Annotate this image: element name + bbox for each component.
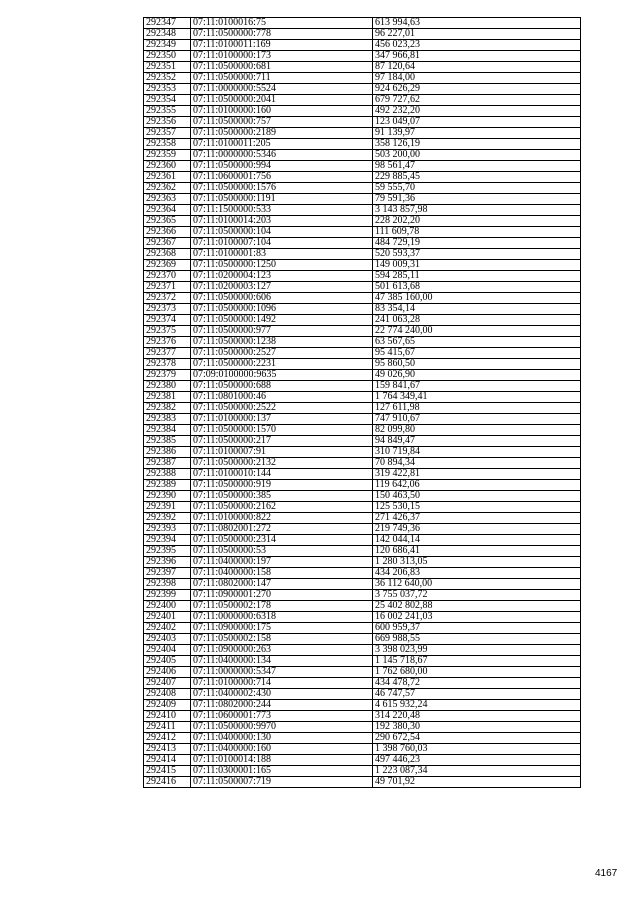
table-row [144,304,581,315]
table-row [144,73,581,84]
row-number-cell: 292413 [144,744,191,755]
value-cell: 501 613,68 [373,282,581,293]
cadastral-number-cell: 07:11:0100000:137 [191,414,373,425]
cadastral-number-cell: 07:11:0500000:1570 [191,425,373,436]
value-cell: 150 463,50 [373,491,581,502]
value-cell: 3 143 857,98 [373,205,581,216]
table-row [144,612,581,623]
row-number-cell: 292390 [144,491,191,502]
cadastral-number-cell: 07:11:0100001:83 [191,249,373,260]
cadastral-number-cell: 07:11:0400000:160 [191,744,373,755]
table-row [144,579,581,590]
row-number-cell: 292355 [144,106,191,117]
table-row [144,84,581,95]
value-cell: 119 642,06 [373,480,581,491]
cadastral-number-cell: 07:11:0100014:203 [191,216,373,227]
cadastral-number-cell: 07:11:0500000:53 [191,546,373,557]
table-row [144,238,581,249]
cadastral-number-cell: 07:11:0200003:127 [191,282,373,293]
row-number-cell: 292393 [144,524,191,535]
table-row [144,557,581,568]
value-cell: 79 591,36 [373,194,581,205]
table-row [144,260,581,271]
cadastral-number-cell: 07:11:0500000:778 [191,29,373,40]
table-row [144,62,581,73]
cadastral-number-cell: 07:11:0500000:1576 [191,183,373,194]
value-cell: 159 841,67 [373,381,581,392]
row-number-cell: 292367 [144,238,191,249]
table-row [144,106,581,117]
cadastral-number-cell: 07:11:0500007:719 [191,777,373,788]
cadastral-number-cell: 07:11:0500000:2527 [191,348,373,359]
table-row [144,183,581,194]
value-cell: 310 719,84 [373,447,581,458]
value-cell: 3 755 037,72 [373,590,581,601]
value-cell: 87 120,64 [373,62,581,73]
value-cell: 95 860,50 [373,359,581,370]
value-cell: 149 009,31 [373,260,581,271]
row-number-cell: 292369 [144,260,191,271]
cadastral-number-cell: 07:11:0500000:2314 [191,535,373,546]
table-row [144,634,581,645]
row-number-cell: 292375 [144,326,191,337]
table-row [144,425,581,436]
row-number-cell: 292387 [144,458,191,469]
value-cell: 98 561,47 [373,161,581,172]
table-row [144,623,581,634]
table-row [144,381,581,392]
row-number-cell: 292350 [144,51,191,62]
table-row [144,535,581,546]
table-row [144,502,581,513]
row-number-cell: 292370 [144,271,191,282]
row-number-cell: 292402 [144,623,191,634]
row-number-cell: 292395 [144,546,191,557]
row-number-cell: 292382 [144,403,191,414]
table-row [144,744,581,755]
cadastral-number-cell: 07:11:0500000:2132 [191,458,373,469]
value-cell: 669 988,55 [373,634,581,645]
row-number-cell: 292381 [144,392,191,403]
row-number-cell: 292389 [144,480,191,491]
value-cell: 22 774 240,00 [373,326,581,337]
row-number-cell: 292414 [144,755,191,766]
value-cell: 111 609,78 [373,227,581,238]
table-row [144,315,581,326]
cadastral-number-cell: 07:11:0500000:9970 [191,722,373,733]
value-cell: 82 099,80 [373,425,581,436]
value-cell: 95 415,67 [373,348,581,359]
value-cell: 747 910,67 [373,414,581,425]
value-cell: 358 126,19 [373,139,581,150]
data-table-body [144,18,581,788]
cadastral-number-cell: 07:11:0000000:5524 [191,84,373,95]
table-row [144,711,581,722]
cadastral-number-cell: 07:11:0000000:5347 [191,667,373,678]
row-number-cell: 292368 [144,249,191,260]
table-row [144,480,581,491]
value-cell: 314 220,48 [373,711,581,722]
cadastral-number-cell: 07:11:0100007:91 [191,447,373,458]
value-cell: 484 729,19 [373,238,581,249]
cadastral-number-cell: 07:11:0100010:144 [191,469,373,480]
row-number-cell: 292394 [144,535,191,546]
cadastral-number-cell: 07:11:0500000:711 [191,73,373,84]
cadastral-number-cell: 07:11:0500000:681 [191,62,373,73]
value-cell: 1 762 680,00 [373,667,581,678]
table-row [144,722,581,733]
table-row [144,491,581,502]
table-row [144,337,581,348]
table-row [144,227,581,238]
cadastral-number-cell: 07:11:0500000:104 [191,227,373,238]
cadastral-number-cell: 07:11:0900000:175 [191,623,373,634]
table-row [144,469,581,480]
row-number-cell: 292403 [144,634,191,645]
data-table [143,17,581,788]
value-cell: 59 555,70 [373,183,581,194]
table-row [144,546,581,557]
cadastral-number-cell: 07:11:0500000:606 [191,293,373,304]
table-row [144,29,581,40]
value-cell: 49 026,90 [373,370,581,381]
value-cell: 96 227,01 [373,29,581,40]
value-cell: 503 200,00 [373,150,581,161]
table-row [144,568,581,579]
value-cell: 456 023,23 [373,40,581,51]
cadastral-number-cell: 07:11:0500002:178 [191,601,373,612]
value-cell: 3 398 023,99 [373,645,581,656]
value-cell: 127 611,98 [373,403,581,414]
table-row [144,293,581,304]
table-row [144,700,581,711]
row-number-cell: 292416 [144,777,191,788]
value-cell: 123 049,07 [373,117,581,128]
table-row [144,447,581,458]
cadastral-number-cell: 07:11:0500000:2189 [191,128,373,139]
row-number-cell: 292357 [144,128,191,139]
table-row [144,458,581,469]
cadastral-number-cell: 07:11:0500000:2162 [191,502,373,513]
row-number-cell: 292362 [144,183,191,194]
cadastral-number-cell: 07:11:0200004:123 [191,271,373,282]
row-number-cell: 292348 [144,29,191,40]
table-row [144,40,581,51]
cadastral-number-cell: 07:11:0100000:714 [191,678,373,689]
table-row [144,667,581,678]
table-row [144,678,581,689]
cadastral-number-cell: 07:11:0500000:1250 [191,260,373,271]
table-row [144,733,581,744]
value-cell: 47 385 160,00 [373,293,581,304]
row-number-cell: 292380 [144,381,191,392]
row-number-cell: 292351 [144,62,191,73]
row-number-cell: 292396 [144,557,191,568]
row-number-cell: 292364 [144,205,191,216]
value-cell: 91 139,97 [373,128,581,139]
table-row [144,689,581,700]
cadastral-number-cell: 07:11:0100011:169 [191,40,373,51]
table-row [144,777,581,788]
cadastral-number-cell: 07:11:0500000:2522 [191,403,373,414]
value-cell: 1 223 087,34 [373,766,581,777]
cadastral-number-cell: 07:11:0500000:217 [191,436,373,447]
cadastral-number-cell: 07:11:0500000:757 [191,117,373,128]
table-row [144,161,581,172]
value-cell: 229 885,45 [373,172,581,183]
value-cell: 46 747,57 [373,689,581,700]
value-cell: 120 686,41 [373,546,581,557]
cadastral-number-cell: 07:11:0100016:75 [191,18,373,29]
table-row [144,117,581,128]
row-number-cell: 292388 [144,469,191,480]
row-number-cell: 292384 [144,425,191,436]
cadastral-number-cell: 07:11:0000000:5346 [191,150,373,161]
row-number-cell: 292352 [144,73,191,84]
value-cell: 97 184,00 [373,73,581,84]
row-number-cell: 292400 [144,601,191,612]
table-row [144,128,581,139]
row-number-cell: 292411 [144,722,191,733]
cadastral-number-cell: 07:11:0600001:773 [191,711,373,722]
value-cell: 1 280 313,05 [373,557,581,568]
table-row [144,18,581,29]
row-number-cell: 292360 [144,161,191,172]
page-number: 4167 [595,868,618,879]
cadastral-number-cell: 07:11:0100000:160 [191,106,373,117]
cadastral-number-cell: 07:11:0100014:188 [191,755,373,766]
value-cell: 319 422,81 [373,469,581,480]
row-number-cell: 292409 [144,700,191,711]
row-number-cell: 292391 [144,502,191,513]
row-number-cell: 292392 [144,513,191,524]
table-row [144,95,581,106]
cadastral-number-cell: 07:11:0100000:822 [191,513,373,524]
value-cell: 497 446,23 [373,755,581,766]
cadastral-number-cell: 07:11:0500000:2231 [191,359,373,370]
value-cell: 492 232,20 [373,106,581,117]
cadastral-number-cell: 07:11:0500000:688 [191,381,373,392]
cadastral-number-cell: 07:11:0500000:1096 [191,304,373,315]
value-cell: 49 701,92 [373,777,581,788]
value-cell: 613 994,63 [373,18,581,29]
table-row [144,216,581,227]
cadastral-number-cell: 07:09:0100000:9635 [191,370,373,381]
cadastral-number-cell: 07:11:0100011:205 [191,139,373,150]
value-cell: 192 380,30 [373,722,581,733]
table-row [144,524,581,535]
row-number-cell: 292353 [144,84,191,95]
table-row [144,359,581,370]
value-cell: 36 112 640,00 [373,579,581,590]
cadastral-number-cell: 07:11:0400000:158 [191,568,373,579]
value-cell: 25 402 802,88 [373,601,581,612]
row-number-cell: 292374 [144,315,191,326]
cadastral-number-cell: 07:11:0500000:994 [191,161,373,172]
table-row [144,51,581,62]
value-cell: 142 044,14 [373,535,581,546]
table-row [144,601,581,612]
cadastral-number-cell: 07:11:0802000:147 [191,579,373,590]
row-number-cell: 292386 [144,447,191,458]
row-number-cell: 292406 [144,667,191,678]
table-row [144,392,581,403]
value-cell: 594 285,11 [373,271,581,282]
table-row [144,436,581,447]
row-number-cell: 292405 [144,656,191,667]
table-row [144,755,581,766]
value-cell: 1 145 718,67 [373,656,581,667]
table-row [144,172,581,183]
row-number-cell: 292404 [144,645,191,656]
row-number-cell: 292378 [144,359,191,370]
row-number-cell: 292349 [144,40,191,51]
row-number-cell: 292410 [144,711,191,722]
table-row [144,194,581,205]
table-row [144,348,581,359]
row-number-cell: 292397 [144,568,191,579]
row-number-cell: 292377 [144,348,191,359]
table-row [144,656,581,667]
value-cell: 271 426,37 [373,513,581,524]
row-number-cell: 292365 [144,216,191,227]
row-number-cell: 292379 [144,370,191,381]
value-cell: 679 727,62 [373,95,581,106]
table-row [144,645,581,656]
row-number-cell: 292354 [144,95,191,106]
value-cell: 1 764 349,41 [373,392,581,403]
value-cell: 347 966,81 [373,51,581,62]
cadastral-number-cell: 07:11:1500000:533 [191,205,373,216]
row-number-cell: 292371 [144,282,191,293]
cadastral-number-cell: 07:11:0100000:173 [191,51,373,62]
cadastral-number-cell: 07:11:0600001:756 [191,172,373,183]
cadastral-number-cell: 07:11:0802000:244 [191,700,373,711]
table-row [144,414,581,425]
value-cell: 241 063,28 [373,315,581,326]
cadastral-number-cell: 07:11:0900001:270 [191,590,373,601]
cadastral-number-cell: 07:11:0500000:2041 [191,95,373,106]
cadastral-number-cell: 07:11:0802001:272 [191,524,373,535]
cadastral-number-cell: 07:11:0400000:134 [191,656,373,667]
row-number-cell: 292408 [144,689,191,700]
cadastral-number-cell: 07:11:0000000:6318 [191,612,373,623]
value-cell: 290 672,54 [373,733,581,744]
table-row [144,326,581,337]
row-number-cell: 292407 [144,678,191,689]
row-number-cell: 292383 [144,414,191,425]
cadastral-number-cell: 07:11:0500000:385 [191,491,373,502]
cadastral-number-cell: 07:11:0500002:158 [191,634,373,645]
row-number-cell: 292363 [144,194,191,205]
value-cell: 924 626,29 [373,84,581,95]
value-cell: 434 478,72 [373,678,581,689]
cadastral-number-cell: 07:11:0400002:430 [191,689,373,700]
value-cell: 219 749,36 [373,524,581,535]
row-number-cell: 292398 [144,579,191,590]
value-cell: 228 202,20 [373,216,581,227]
cadastral-number-cell: 07:11:0900000:263 [191,645,373,656]
table-row [144,139,581,150]
cadastral-number-cell: 07:11:0500000:919 [191,480,373,491]
table-row [144,282,581,293]
cadastral-number-cell: 07:11:0400000:130 [191,733,373,744]
value-cell: 70 894,34 [373,458,581,469]
value-cell: 16 002 241,03 [373,612,581,623]
table-row [144,271,581,282]
row-number-cell: 292412 [144,733,191,744]
value-cell: 4 615 932,24 [373,700,581,711]
table-row [144,205,581,216]
row-number-cell: 292372 [144,293,191,304]
cadastral-number-cell: 07:11:0500000:1238 [191,337,373,348]
value-cell: 1 398 760,03 [373,744,581,755]
cadastral-number-cell: 07:11:0100007:104 [191,238,373,249]
value-cell: 434 206,83 [373,568,581,579]
row-number-cell: 292415 [144,766,191,777]
row-number-cell: 292361 [144,172,191,183]
row-number-cell: 292385 [144,436,191,447]
table-row [144,249,581,260]
table-row [144,403,581,414]
cadastral-number-cell: 07:11:0400000:197 [191,557,373,568]
cadastral-number-cell: 07:11:0500000:1191 [191,194,373,205]
table-row [144,513,581,524]
row-number-cell: 292399 [144,590,191,601]
cadastral-number-cell: 07:11:0500000:977 [191,326,373,337]
row-number-cell: 292359 [144,150,191,161]
value-cell: 83 354,14 [373,304,581,315]
row-number-cell: 292366 [144,227,191,238]
value-cell: 520 593,37 [373,249,581,260]
row-number-cell: 292347 [144,18,191,29]
row-number-cell: 292373 [144,304,191,315]
cadastral-number-cell: 07:11:0500000:1492 [191,315,373,326]
value-cell: 125 530,15 [373,502,581,513]
cadastral-number-cell: 07:11:0300001:165 [191,766,373,777]
table-row [144,590,581,601]
value-cell: 600 959,37 [373,623,581,634]
row-number-cell: 292401 [144,612,191,623]
table-row [144,766,581,777]
row-number-cell: 292376 [144,337,191,348]
table-row [144,150,581,161]
value-cell: 94 849,47 [373,436,581,447]
cadastral-number-cell: 07:11:0801000:46 [191,392,373,403]
row-number-cell: 292356 [144,117,191,128]
value-cell: 63 567,65 [373,337,581,348]
table-row [144,370,581,381]
row-number-cell: 292358 [144,139,191,150]
